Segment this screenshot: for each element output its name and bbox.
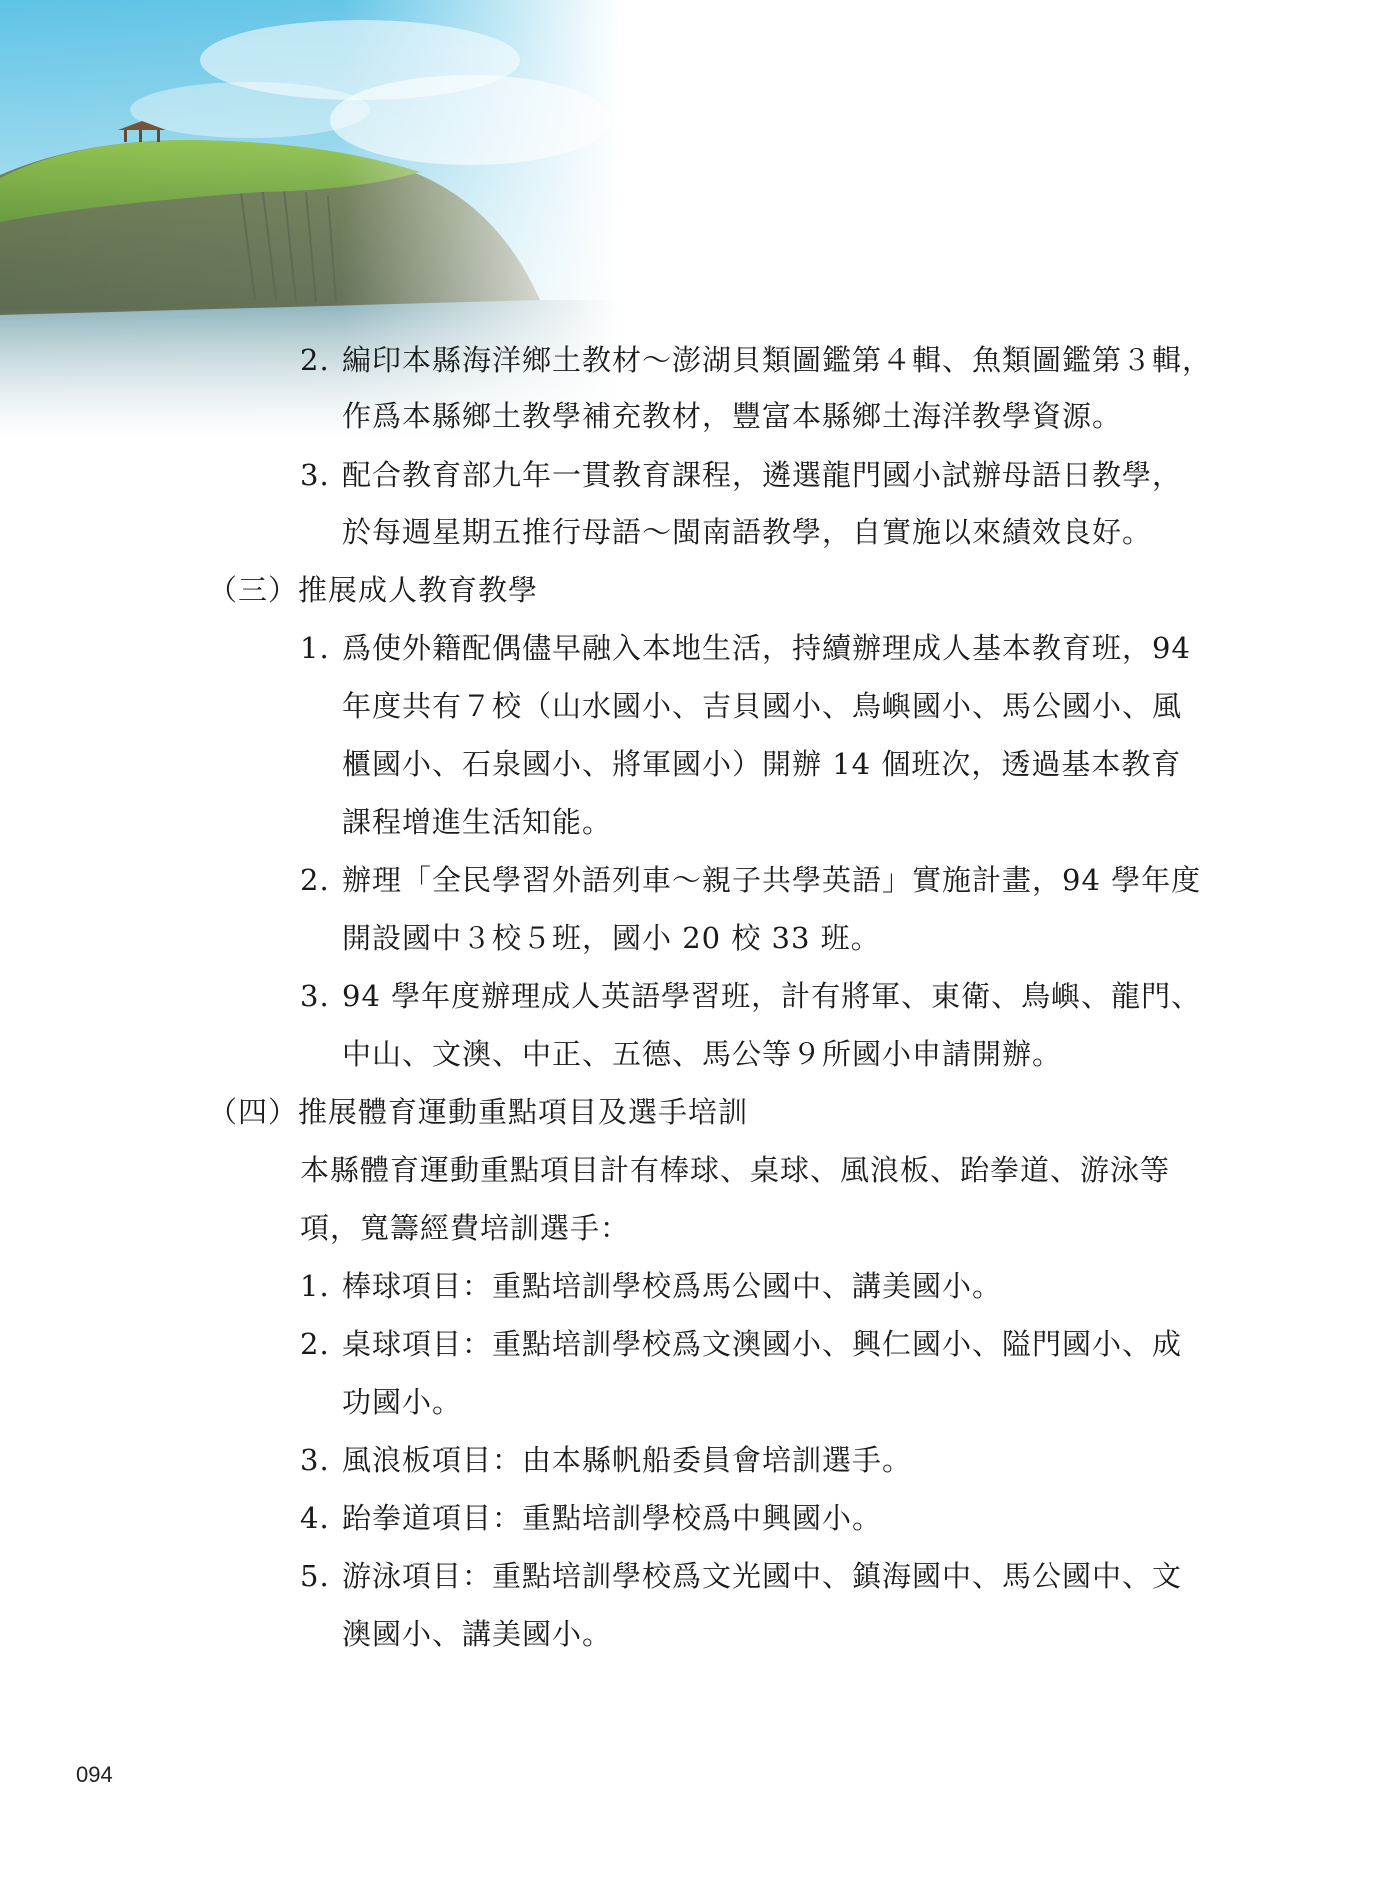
list-item-text: 爲使外籍配偶儘早融入本地生活，持續辦理成人基本教育班，94 bbox=[342, 631, 1191, 665]
section-heading: （三）推展成人教育教學 bbox=[208, 573, 539, 607]
list-item-text: 94 學年度辦理成人英語學習班，計有將軍、東衛、鳥嶼、龍門、 bbox=[342, 979, 1202, 1013]
list-item-text: 中山、文澳、中正、五德、馬公等９所國小申請開辦。 bbox=[342, 1037, 1063, 1071]
list-item-text: 游泳項目：重點培訓學校爲文光國中、鎮海國中、馬公國中、文 bbox=[342, 1559, 1183, 1593]
list-item-number: 1. bbox=[300, 1269, 330, 1303]
list-item-text: 年度共有７校（山水國小、吉貝國小、鳥嶼國小、馬公國小、風 bbox=[342, 689, 1183, 723]
list-item-number: 4. bbox=[300, 1501, 330, 1535]
list-item-number: 5. bbox=[300, 1559, 330, 1593]
paragraph-line: 項，寬籌經費培訓選手： bbox=[300, 1211, 631, 1245]
list-item-number: 1. bbox=[300, 631, 330, 665]
list-item-text: 開設國中３校５班，國小 20 校 33 班。 bbox=[342, 921, 881, 955]
section-heading: （四）推展體育運動重點項目及選手培訓 bbox=[208, 1095, 749, 1129]
list-item-text: 編印本縣海洋鄉土教材～澎湖貝類圖鑑第４輯、魚類圖鑑第３輯， bbox=[342, 343, 1213, 377]
list-item-text: 配合教育部九年一貫教育課程，遴選龍門國小試辦母語日教學， bbox=[342, 458, 1183, 492]
paragraph-line: 本縣體育運動重點項目計有棒球、桌球、風浪板、跆拳道、游泳等 bbox=[300, 1153, 1171, 1187]
list-item-text: 跆拳道項目：重點培訓學校爲中興國小。 bbox=[342, 1501, 883, 1535]
list-item-text: 澳國小、講美國小。 bbox=[342, 1617, 613, 1651]
list-item-number: 2. bbox=[300, 863, 330, 897]
list-item-text: 櫃國小、石泉國小、將軍國小）開辦 14 個班次，透過基本教育 bbox=[342, 747, 1182, 781]
list-item-text: 風浪板項目：由本縣帆船委員會培訓選手。 bbox=[342, 1443, 913, 1477]
list-item-number: 3. bbox=[300, 979, 330, 1013]
list-item-text: 辦理「全民學習外語列車～親子共學英語」實施計畫，94 學年度 bbox=[342, 863, 1202, 897]
list-item-text: 於每週星期五推行母語～閩南語教學，自實施以來績效良好。 bbox=[342, 515, 1153, 549]
list-item-number: 2. bbox=[300, 1327, 330, 1361]
list-item-text: 功國小。 bbox=[342, 1385, 463, 1419]
list-item-text: 桌球項目：重點培訓學校爲文澳國小、興仁國小、隘門國小、成 bbox=[342, 1327, 1183, 1361]
list-item-text: 課程增進生活知能。 bbox=[342, 805, 613, 839]
page-number: 094 bbox=[76, 1762, 113, 1787]
list-item-number: 3. bbox=[300, 458, 330, 492]
list-item-number: 2. bbox=[300, 343, 330, 377]
list-item-number: 3. bbox=[300, 1443, 330, 1477]
list-item-text: 棒球項目：重點培訓學校爲馬公國中、講美國小。 bbox=[342, 1269, 1003, 1303]
list-item-text: 作爲本縣鄉土教學補充教材，豐富本縣鄉土海洋教學資源。 bbox=[342, 399, 1123, 433]
